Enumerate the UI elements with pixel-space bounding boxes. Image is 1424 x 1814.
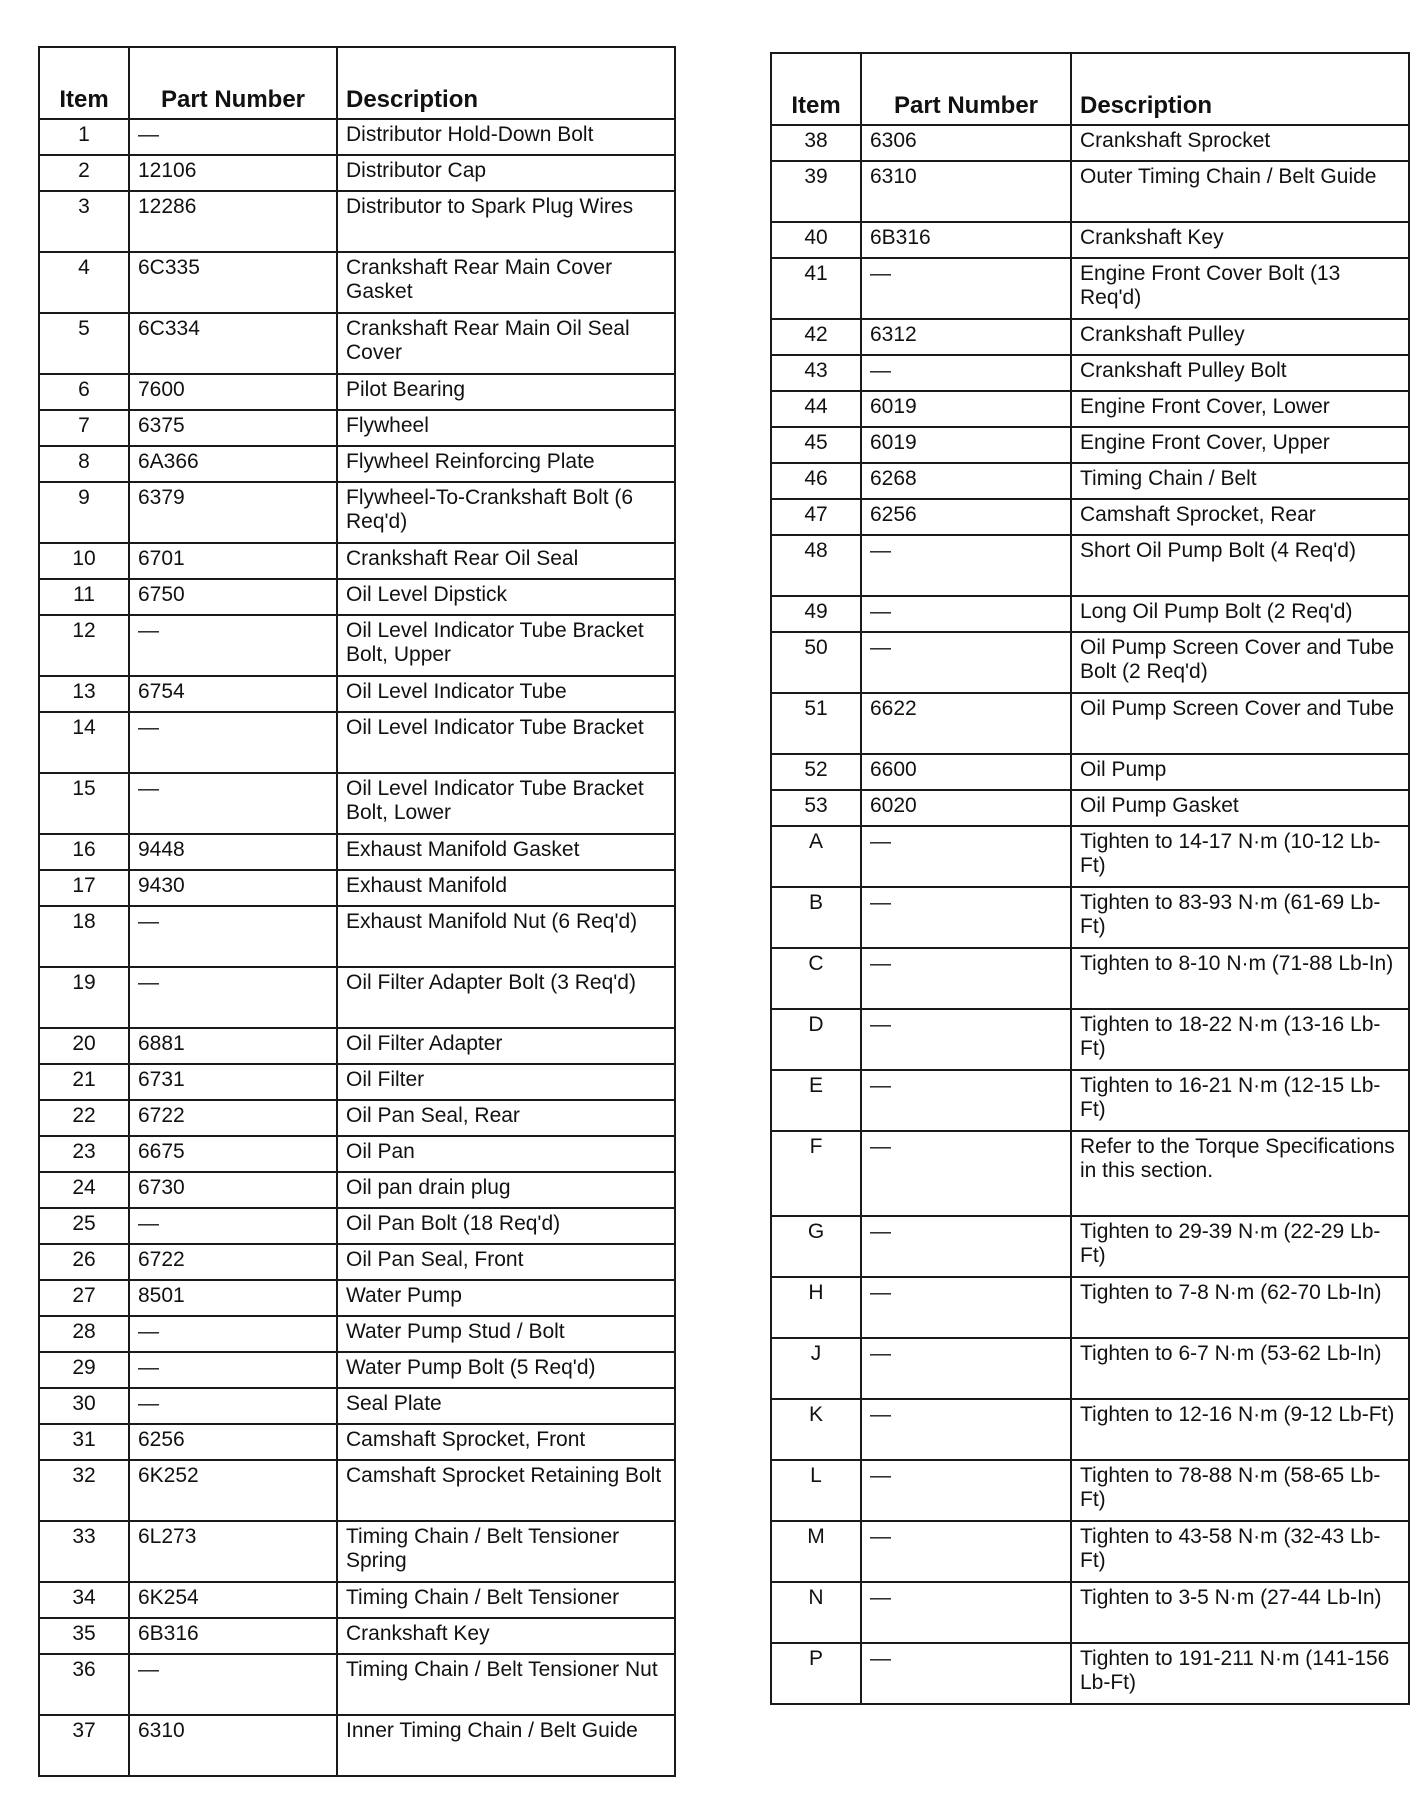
table-row — [39, 579, 675, 615]
header-item: Item — [771, 53, 861, 125]
item-cell: 40 — [771, 222, 861, 258]
description-cell: Crankshaft Key — [337, 1618, 675, 1654]
description-cell: Distributor Hold-Down Bolt — [337, 119, 675, 155]
item-cell: 1 — [39, 119, 129, 155]
part-number-cell: — — [129, 119, 337, 155]
table-row — [39, 1618, 675, 1654]
description-cell: Seal Plate — [337, 1388, 675, 1424]
item-cell: 22 — [39, 1100, 129, 1136]
description-cell: Oil Level Indicator Tube Bracket — [337, 712, 675, 773]
part-number-cell: — — [129, 1388, 337, 1424]
description-cell: Tighten to 14-17 N·m (10-12 Lb-Ft) — [1071, 826, 1409, 887]
description-cell: Flywheel-To-Crankshaft Bolt (6 Req'd) — [337, 482, 675, 543]
description-cell: Exhaust Manifold Nut (6 Req'd) — [337, 906, 675, 967]
part-number-cell: 6312 — [861, 319, 1071, 355]
table-row — [39, 1100, 675, 1136]
table-row — [771, 1277, 1409, 1338]
part-number-cell: — — [129, 1352, 337, 1388]
table-row — [771, 1643, 1409, 1704]
parts-table-left — [38, 46, 676, 1777]
table-row — [39, 1521, 675, 1582]
description-cell: Oil Pan Bolt (18 Req'd) — [337, 1208, 675, 1244]
item-cell: 23 — [39, 1136, 129, 1172]
part-number-cell: — — [861, 1277, 1071, 1338]
table-row — [771, 222, 1409, 258]
item-cell: 44 — [771, 391, 861, 427]
part-number-cell: — — [861, 355, 1071, 391]
description-cell: Oil pan drain plug — [337, 1172, 675, 1208]
item-cell: 4 — [39, 252, 129, 313]
item-cell: L — [771, 1460, 861, 1521]
part-number-cell: 6722 — [129, 1244, 337, 1280]
item-cell: 49 — [771, 596, 861, 632]
table-row — [771, 1070, 1409, 1131]
description-cell: Crankshaft Sprocket — [1071, 125, 1409, 161]
part-number-cell: — — [129, 967, 337, 1028]
table-row — [39, 967, 675, 1028]
table-row — [771, 319, 1409, 355]
item-cell: H — [771, 1277, 861, 1338]
description-cell: Crankshaft Rear Main Cover Gasket — [337, 252, 675, 313]
description-cell: Crankshaft Pulley Bolt — [1071, 355, 1409, 391]
item-cell: M — [771, 1521, 861, 1582]
description-cell: Oil Level Indicator Tube Bracket Bolt, Upper — [337, 615, 675, 676]
description-cell: Oil Pump Gasket — [1071, 790, 1409, 826]
part-number-cell: 6379 — [129, 482, 337, 543]
item-cell: 53 — [771, 790, 861, 826]
item-cell: 28 — [39, 1316, 129, 1352]
table-row — [39, 676, 675, 712]
item-cell: 38 — [771, 125, 861, 161]
table-row — [771, 535, 1409, 596]
table-row — [39, 834, 675, 870]
part-number-cell: — — [861, 1460, 1071, 1521]
description-cell: Oil Pan — [337, 1136, 675, 1172]
description-cell: Timing Chain / Belt Tensioner Spring — [337, 1521, 675, 1582]
table-row — [39, 1136, 675, 1172]
part-number-cell: — — [861, 826, 1071, 887]
part-number-cell: 6375 — [129, 410, 337, 446]
table-row — [39, 374, 675, 410]
description-cell: Pilot Bearing — [337, 374, 675, 410]
table-row — [39, 155, 675, 191]
part-number-cell: 6754 — [129, 676, 337, 712]
item-cell: 11 — [39, 579, 129, 615]
description-cell: Short Oil Pump Bolt (4 Req'd) — [1071, 535, 1409, 596]
description-cell: Tighten to 78-88 N·m (58-65 Lb-Ft) — [1071, 1460, 1409, 1521]
part-number-cell: 6730 — [129, 1172, 337, 1208]
table-row — [771, 1009, 1409, 1070]
item-cell: 19 — [39, 967, 129, 1028]
part-number-cell: — — [129, 906, 337, 967]
description-cell: Oil Level Indicator Tube — [337, 676, 675, 712]
table-row — [771, 1338, 1409, 1399]
item-cell: 21 — [39, 1064, 129, 1100]
part-number-cell: 12286 — [129, 191, 337, 252]
table-row — [771, 391, 1409, 427]
description-cell: Long Oil Pump Bolt (2 Req'd) — [1071, 596, 1409, 632]
table-row — [771, 1521, 1409, 1582]
table-row — [39, 870, 675, 906]
part-number-cell: — — [861, 1338, 1071, 1399]
description-cell: Oil Pan Seal, Rear — [337, 1100, 675, 1136]
header-description: Description — [337, 47, 675, 119]
part-number-cell: 6K254 — [129, 1582, 337, 1618]
item-cell: 14 — [39, 712, 129, 773]
description-cell: Engine Front Cover, Upper — [1071, 427, 1409, 463]
table-row — [771, 427, 1409, 463]
description-cell: Timing Chain / Belt Tensioner — [337, 1582, 675, 1618]
description-cell: Oil Pump Screen Cover and Tube — [1071, 693, 1409, 754]
table-row — [39, 615, 675, 676]
description-cell: Exhaust Manifold — [337, 870, 675, 906]
description-cell: Tighten to 6-7 N·m (53-62 Lb-In) — [1071, 1338, 1409, 1399]
part-number-cell: — — [861, 1643, 1071, 1704]
table-row — [39, 1208, 675, 1244]
item-cell: 16 — [39, 834, 129, 870]
table-row — [771, 1131, 1409, 1216]
table-row — [771, 1582, 1409, 1643]
part-number-cell: 6B316 — [129, 1618, 337, 1654]
item-cell: B — [771, 887, 861, 948]
part-number-cell: 12106 — [129, 155, 337, 191]
part-number-cell: 6B316 — [861, 222, 1071, 258]
item-cell: 26 — [39, 1244, 129, 1280]
part-number-cell: 6256 — [129, 1424, 337, 1460]
description-cell: Tighten to 7-8 N·m (62-70 Lb-In) — [1071, 1277, 1409, 1338]
parts-table-right — [770, 52, 1410, 1705]
table-row — [39, 1172, 675, 1208]
table-row — [39, 1064, 675, 1100]
description-cell: Tighten to 8-10 N·m (71-88 Lb-In) — [1071, 948, 1409, 1009]
part-number-cell: 6310 — [861, 161, 1071, 222]
part-number-cell: 6020 — [861, 790, 1071, 826]
part-number-cell: 6622 — [861, 693, 1071, 754]
table-row — [771, 1216, 1409, 1277]
item-cell: P — [771, 1643, 861, 1704]
table-row — [39, 1460, 675, 1521]
description-cell: Tighten to 16-21 N·m (12-15 Lb-Ft) — [1071, 1070, 1409, 1131]
part-number-cell: 6268 — [861, 463, 1071, 499]
description-cell: Timing Chain / Belt Tensioner Nut — [337, 1654, 675, 1715]
part-number-cell: 6019 — [861, 391, 1071, 427]
description-cell: Crankshaft Pulley — [1071, 319, 1409, 355]
description-cell: Flywheel — [337, 410, 675, 446]
item-cell: J — [771, 1338, 861, 1399]
description-cell: Camshaft Sprocket, Front — [337, 1424, 675, 1460]
description-cell: Tighten to 18-22 N·m (13-16 Lb-Ft) — [1071, 1009, 1409, 1070]
part-number-cell: 6701 — [129, 543, 337, 579]
table-row — [39, 773, 675, 834]
item-cell: 50 — [771, 632, 861, 693]
part-number-cell: 6881 — [129, 1028, 337, 1064]
description-cell: Tighten to 43-58 N·m (32-43 Lb-Ft) — [1071, 1521, 1409, 1582]
part-number-cell: — — [861, 1070, 1071, 1131]
description-cell: Outer Timing Chain / Belt Guide — [1071, 161, 1409, 222]
table-row — [39, 252, 675, 313]
header-item: Item — [39, 47, 129, 119]
part-number-cell: 8501 — [129, 1280, 337, 1316]
part-number-cell: 6019 — [861, 427, 1071, 463]
description-cell: Water Pump Bolt (5 Req'd) — [337, 1352, 675, 1388]
header-description: Description — [1071, 53, 1409, 125]
item-cell: 33 — [39, 1521, 129, 1582]
part-number-cell: 6256 — [861, 499, 1071, 535]
description-cell: Oil Filter — [337, 1064, 675, 1100]
item-cell: D — [771, 1009, 861, 1070]
part-number-cell: — — [861, 1131, 1071, 1216]
item-cell: 32 — [39, 1460, 129, 1521]
description-cell: Tighten to 191-211 N·m (141-156 Lb-Ft) — [1071, 1643, 1409, 1704]
table-row — [39, 1244, 675, 1280]
description-cell: Oil Level Dipstick — [337, 579, 675, 615]
description-cell: Inner Timing Chain / Belt Guide — [337, 1715, 675, 1776]
item-cell: 2 — [39, 155, 129, 191]
table-row — [39, 1654, 675, 1715]
table-row — [39, 410, 675, 446]
table-row — [771, 463, 1409, 499]
item-cell: 27 — [39, 1280, 129, 1316]
part-number-cell: — — [129, 712, 337, 773]
item-cell: 34 — [39, 1582, 129, 1618]
part-number-cell: — — [861, 535, 1071, 596]
part-number-cell: — — [861, 1399, 1071, 1460]
table-row — [39, 119, 675, 155]
description-cell: Camshaft Sprocket Retaining Bolt — [337, 1460, 675, 1521]
part-number-cell: — — [861, 1521, 1071, 1582]
item-cell: 10 — [39, 543, 129, 579]
item-cell: 52 — [771, 754, 861, 790]
description-cell: Oil Pump Screen Cover and Tube Bolt (2 Req'd) — [1071, 632, 1409, 693]
description-cell: Engine Front Cover, Lower — [1071, 391, 1409, 427]
item-cell: 6 — [39, 374, 129, 410]
item-cell: 36 — [39, 1654, 129, 1715]
table-row — [771, 887, 1409, 948]
part-number-cell: — — [861, 887, 1071, 948]
table-row — [771, 826, 1409, 887]
description-cell: Tighten to 29-39 N·m (22-29 Lb-Ft) — [1071, 1216, 1409, 1277]
table-row — [771, 161, 1409, 222]
item-cell: 25 — [39, 1208, 129, 1244]
item-cell: 12 — [39, 615, 129, 676]
part-number-cell: 6750 — [129, 579, 337, 615]
table-row — [39, 1280, 675, 1316]
item-cell: 37 — [39, 1715, 129, 1776]
part-number-cell: 6C335 — [129, 252, 337, 313]
item-cell: 30 — [39, 1388, 129, 1424]
table-header-row — [39, 47, 675, 119]
item-cell: 9 — [39, 482, 129, 543]
description-cell: Oil Pan Seal, Front — [337, 1244, 675, 1280]
table-row — [39, 1388, 675, 1424]
item-cell: F — [771, 1131, 861, 1216]
description-cell: Tighten to 83-93 N·m (61-69 Lb-Ft) — [1071, 887, 1409, 948]
part-number-cell: — — [861, 1216, 1071, 1277]
table-row — [771, 596, 1409, 632]
table-row — [39, 313, 675, 374]
item-cell: A — [771, 826, 861, 887]
item-cell: 13 — [39, 676, 129, 712]
description-cell: Oil Level Indicator Tube Bracket Bolt, Lower — [337, 773, 675, 834]
table-row — [39, 1715, 675, 1776]
part-number-cell: 7600 — [129, 374, 337, 410]
part-number-cell: 6675 — [129, 1136, 337, 1172]
item-cell: 3 — [39, 191, 129, 252]
item-cell: 5 — [39, 313, 129, 374]
part-number-cell: — — [129, 773, 337, 834]
description-cell: Crankshaft Rear Main Oil Seal Cover — [337, 313, 675, 374]
item-cell: 15 — [39, 773, 129, 834]
description-cell: Camshaft Sprocket, Rear — [1071, 499, 1409, 535]
part-number-cell: 6306 — [861, 125, 1071, 161]
table-row — [39, 1352, 675, 1388]
part-number-cell: 6731 — [129, 1064, 337, 1100]
item-cell: 24 — [39, 1172, 129, 1208]
table-row — [771, 693, 1409, 754]
table-row — [39, 1028, 675, 1064]
item-cell: 41 — [771, 258, 861, 319]
item-cell: 51 — [771, 693, 861, 754]
part-number-cell: — — [129, 1316, 337, 1352]
description-cell: Exhaust Manifold Gasket — [337, 834, 675, 870]
description-cell: Timing Chain / Belt — [1071, 463, 1409, 499]
part-number-cell: — — [129, 1654, 337, 1715]
part-number-cell: — — [861, 1009, 1071, 1070]
description-cell: Engine Front Cover Bolt (13 Req'd) — [1071, 258, 1409, 319]
table-row — [771, 948, 1409, 1009]
item-cell: 46 — [771, 463, 861, 499]
table-row — [39, 1424, 675, 1460]
table-row — [771, 125, 1409, 161]
table-row — [771, 1460, 1409, 1521]
header-part-number: Part Number — [129, 47, 337, 119]
part-number-cell: 6600 — [861, 754, 1071, 790]
table-row — [39, 1582, 675, 1618]
description-cell: Oil Filter Adapter — [337, 1028, 675, 1064]
item-cell: 7 — [39, 410, 129, 446]
item-cell: 43 — [771, 355, 861, 391]
part-number-cell: — — [861, 632, 1071, 693]
table-row — [39, 906, 675, 967]
description-cell: Distributor to Spark Plug Wires — [337, 191, 675, 252]
table-row — [39, 446, 675, 482]
item-cell: C — [771, 948, 861, 1009]
item-cell: N — [771, 1582, 861, 1643]
table-row — [39, 543, 675, 579]
table-row — [39, 712, 675, 773]
part-number-cell: — — [129, 615, 337, 676]
description-cell: Water Pump Stud / Bolt — [337, 1316, 675, 1352]
description-cell: Tighten to 12-16 N·m (9-12 Lb-Ft) — [1071, 1399, 1409, 1460]
table-row — [771, 632, 1409, 693]
part-number-cell: — — [861, 596, 1071, 632]
description-cell: Crankshaft Rear Oil Seal — [337, 543, 675, 579]
table-row — [771, 355, 1409, 391]
table-row — [39, 191, 675, 252]
description-cell: Oil Pump — [1071, 754, 1409, 790]
table-header-row — [771, 53, 1409, 125]
item-cell: 39 — [771, 161, 861, 222]
table-row — [39, 1316, 675, 1352]
part-number-cell: 9448 — [129, 834, 337, 870]
item-cell: G — [771, 1216, 861, 1277]
part-number-cell: 6C334 — [129, 313, 337, 374]
part-number-cell: 6L273 — [129, 1521, 337, 1582]
part-number-cell: 6A366 — [129, 446, 337, 482]
part-number-cell: — — [129, 1208, 337, 1244]
item-cell: 8 — [39, 446, 129, 482]
item-cell: 31 — [39, 1424, 129, 1460]
table-row — [771, 790, 1409, 826]
item-cell: 45 — [771, 427, 861, 463]
description-cell: Refer to the Torque Specifications in this section. — [1071, 1131, 1409, 1216]
description-cell: Distributor Cap — [337, 155, 675, 191]
description-cell: Oil Filter Adapter Bolt (3 Req'd) — [337, 967, 675, 1028]
description-cell: Water Pump — [337, 1280, 675, 1316]
description-cell: Crankshaft Key — [1071, 222, 1409, 258]
item-cell: 20 — [39, 1028, 129, 1064]
part-number-cell: 6K252 — [129, 1460, 337, 1521]
item-cell: 42 — [771, 319, 861, 355]
item-cell: K — [771, 1399, 861, 1460]
description-cell: Flywheel Reinforcing Plate — [337, 446, 675, 482]
item-cell: 29 — [39, 1352, 129, 1388]
table-row — [771, 499, 1409, 535]
part-number-cell: — — [861, 258, 1071, 319]
table-row — [771, 258, 1409, 319]
table-row — [39, 482, 675, 543]
table-row — [771, 1399, 1409, 1460]
part-number-cell: — — [861, 948, 1071, 1009]
part-number-cell: — — [861, 1582, 1071, 1643]
item-cell: 17 — [39, 870, 129, 906]
part-number-cell: 6722 — [129, 1100, 337, 1136]
item-cell: E — [771, 1070, 861, 1131]
header-part-number: Part Number — [861, 53, 1071, 125]
item-cell: 47 — [771, 499, 861, 535]
part-number-cell: 6310 — [129, 1715, 337, 1776]
table-row — [771, 754, 1409, 790]
description-cell: Tighten to 3-5 N·m (27-44 Lb-In) — [1071, 1582, 1409, 1643]
item-cell: 35 — [39, 1618, 129, 1654]
part-number-cell: 9430 — [129, 870, 337, 906]
item-cell: 48 — [771, 535, 861, 596]
item-cell: 18 — [39, 906, 129, 967]
